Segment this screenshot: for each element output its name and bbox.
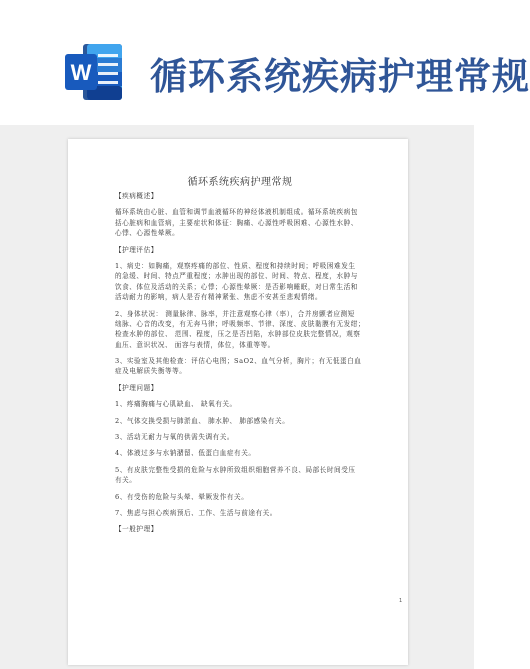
body-line: 4、体液过多与水钠潴留、低蛋白血症有关。 [115, 449, 256, 458]
body-line: 5、有皮肤完整性受损的危险与水肿所致组织细胞营养不良、局部长时间受压 [115, 465, 356, 474]
section-heading: 【一般护理】 [115, 525, 158, 534]
body-line: 2、身体状况： 测量脉律、脉率，并注意观察心律（率），合并房颤者应测短 [115, 309, 355, 318]
body-line: 2、气体交换受损与肺淤血、 肺水肿、 肺部感染有关。 [115, 416, 290, 425]
banner-title: 循环系统疾病护理常规 [150, 54, 530, 98]
body-line: 1、疼痛胸痛与心肌缺血、 缺氧有关。 [115, 400, 237, 409]
document-page [68, 139, 408, 665]
document-viewer[interactable] [0, 125, 474, 669]
section-heading: 【护理评估】 [115, 245, 158, 254]
section-heading: 【护理问题】 [115, 383, 158, 392]
document-body [115, 191, 400, 535]
body-line: 1、病史：如胸痛，观察疼痛的部位、性质、程度和持续时间；呼吸困难发生 [115, 261, 356, 270]
banner [0, 0, 530, 125]
body-line: 症及电解质失衡等等。 [115, 367, 187, 376]
section-heading: 【疾病概述】 [115, 192, 158, 200]
body-line: 括心脏病和血管病，主要症状和体征：胸痛、心源性呼吸困难、心源性水肿、 [115, 218, 358, 227]
body-line: 的急缓、时间、特点严重程度；水肿出现的部位、时间、特点、程度，水肿与 [115, 272, 358, 281]
document-title: 循环系统疾病护理常规 [187, 177, 293, 188]
page-number: 1 [399, 598, 403, 604]
body-line: 活动耐力的影响，病人是否有精神紧张、焦虑不安甚至悲观情绪。 [115, 293, 323, 302]
body-line: 检查水肿的部位、 范围、程度，压之是否凹陷，水肿部位皮肤完整情况，观察 [115, 330, 361, 339]
body-line: 有关。 [115, 476, 137, 485]
body-line: 6、有受伤的危险与头晕、晕厥发作有关。 [115, 492, 249, 501]
body-line: 3、实验室及其他检查：评估心电图；SaO2、血气分析，胸片；有无低蛋白血 [115, 357, 362, 366]
body-line: 7、焦虑与担心疾病预后、工作、生活与前途有关。 [115, 508, 277, 517]
svg-text:W: W [70, 60, 92, 85]
body-line: 饮食、体位及活动的关系；心悸；心源性晕厥：是否影响睡眠，对日常生活和 [115, 282, 358, 291]
body-line: 循环系统由心脏、血管和调节血液循环的神经体液机制组成。循环系统疾病包 [115, 208, 358, 217]
word-doc-icon [63, 41, 125, 103]
body-line: 血压、意识状况、 面容与表情，体位，体重等等。 [115, 340, 275, 349]
body-line: 3、活动无耐力与氧的供需失调有关。 [115, 433, 235, 442]
body-line: 心悸、心源性晕厥。 [115, 229, 180, 238]
body-line: 绌脉、心音的改变，有无奔马律；呼吸频率、节律、深度、皮肤黏膜有无发绀； [115, 319, 366, 328]
